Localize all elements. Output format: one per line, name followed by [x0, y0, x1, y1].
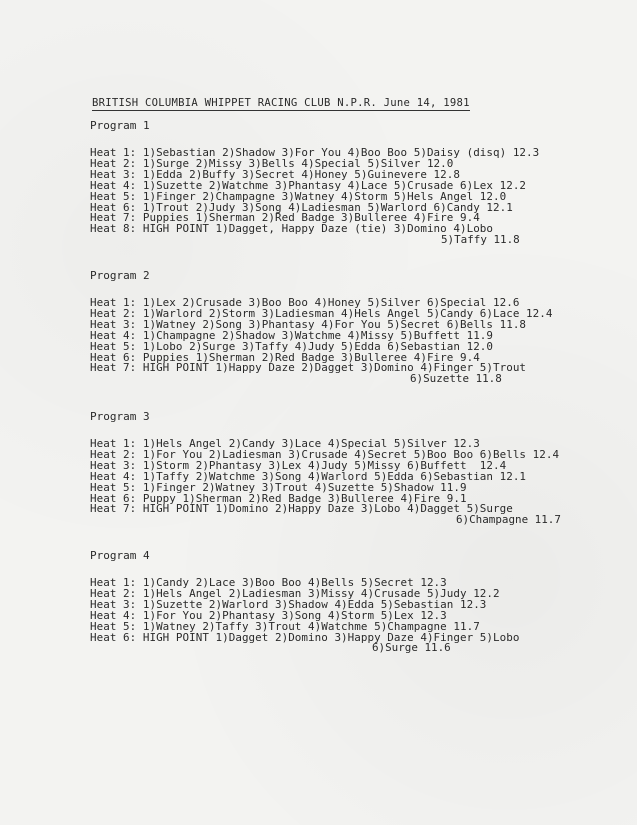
- heat-result-line: Heat 3: 1)Watney 2)Song 3)Phantasy 4)For You 5)Secret 6)Bells 11.8: [90, 317, 527, 331]
- heat-result-line: Heat 3: 1)Edda 2)Buffy 3)Secret 4)Honey 5)Guinevere 12.8: [90, 167, 460, 181]
- heat-result-line: Heat 7: HIGH POINT 1)Happy Daze 2)Dagget 3)Domino 4)Finger 5)Trout: [90, 361, 527, 375]
- heat-continuation-line: 6)Suzette 11.8: [410, 372, 502, 386]
- heat-continuation-line: 6)Surge 11.6: [372, 641, 451, 655]
- heat-result-line: Heat 2: 1)Surge 2)Missy 3)Bells 4)Special 5)Silver 12.0: [90, 156, 454, 170]
- heat-result-line: Heat 4: 1)Champagne 2)Shadow 3)Watchme 4)Missy 5)Buffett 11.9: [90, 328, 494, 342]
- heat-result-line: Heat 2: 1)For You 2)Ladiesman 3)Crusade 4)Secret 5)Boo Boo 6)Bells 12.4: [90, 447, 560, 461]
- heat-result-line: Heat 2: 1)Hels Angel 2)Ladiesman 3)Missy 4)Crusade 5)Judy 12.2: [90, 586, 500, 600]
- heat-result-line: Heat 6: Puppies 1)Sherman 2)Red Badge 3)Bulleree 4)Fire 9.4: [90, 350, 480, 364]
- heat-result-line: Heat 6: HIGH POINT 1)Dagget 2)Domino 3)Happy Daze 4)Finger 5)Lobo: [90, 630, 520, 644]
- heat-result-line: Heat 4: 1)Taffy 2)Watchme 3)Song 4)Warlord 5)Edda 6)Sebastian 12.1: [90, 469, 527, 483]
- heat-result-line: Heat 8: HIGH POINT 1)Dagget, Happy Daze (tie) 3)Domino 4)Lobo: [90, 222, 494, 236]
- program-2-section: [90, 270, 635, 385]
- heat-result-line: Heat 7: HIGH POINT 1)Domino 2)Happy Daze 3)Lobo 4)Dagget 5)Surge: [90, 502, 513, 516]
- heat-result-line: Heat 5: 1)Watney 2)Taffy 3)Trout 4)Watchme 5)Champagne 11.7: [90, 619, 480, 633]
- heat-result-line: Heat 4: 1)Suzette 2)Watchme 3)Phantasy 4)Lace 5)Crusade 6)Lex 12.2: [90, 178, 527, 192]
- heat-result-line: Heat 5: 1)Lobo 2)Surge 3)Taffy 4)Judy 5)Edda 6)Sebastian 12.0: [90, 339, 494, 353]
- heat-result-line: Heat 3: 1)Suzette 2)Warlord 3)Shadow 4)Edda 5)Sebastian 12.3: [90, 597, 487, 611]
- program-label: Program 2: [90, 269, 150, 282]
- heat-continuation-line: 5)Taffy 11.8: [441, 233, 520, 247]
- heat-result-line: Heat 7: Puppies 1)Sherman 2)Red Badge 3)Bulleree 4)Fire 9.4: [90, 211, 480, 225]
- heat-result-line: Heat 6: 1)Trout 2)Judy 3)Song 4)Ladiesman 5)Warlord 6)Candy 12.1: [90, 200, 513, 214]
- program-label: Program 1: [90, 119, 150, 132]
- heat-result-line: Heat 3: 1)Storm 2)Phantasy 3)Lex 4)Judy 5)Missy 6)Buffett 12.4: [90, 458, 507, 472]
- heat-result-line: Heat 1: 1)Hels Angel 2)Candy 3)Lace 4)Special 5)Silver 12.3: [90, 437, 480, 450]
- program-1-section: [90, 120, 635, 246]
- heat-result-line: Heat 1: 1)Sebastian 2)Shadow 3)For You 4)Boo Boo 5)Daisy (disq) 12.3: [90, 146, 540, 159]
- heat-result-line: Heat 1: 1)Candy 2)Lace 3)Boo Boo 4)Bells 5)Secret 12.3: [90, 576, 447, 589]
- heat-result-line: Heat 4: 1)For You 2)Phantasy 3)Song 4)Storm 5)Lex 12.3: [90, 608, 447, 622]
- document-title: BRITISH COLUMBIA WHIPPET RACING CLUB N.P.R. June 14, 1981: [92, 97, 470, 109]
- program-3-section: [90, 411, 635, 526]
- heat-continuation-line: 6)Champagne 11.7: [456, 513, 561, 527]
- heat-result-line: Heat 2: 1)Warlord 2)Storm 3)Ladiesman 4)Hels Angel 5)Candy 6)Lace 12.4: [90, 306, 553, 320]
- program-label: Program 3: [90, 410, 150, 423]
- heat-result-line: Heat 1: 1)Lex 2)Crusade 3)Boo Boo 4)Honey 5)Silver 6)Special 12.6: [90, 296, 520, 309]
- program-label: Program 4: [90, 549, 150, 562]
- heat-result-line: Heat 5: 1)Finger 2)Watney 3)Trout 4)Suzette 5)Shadow 11.9: [90, 480, 467, 494]
- heat-result-line: Heat 6: Puppy 1)Sherman 2)Red Badge 3)Bulleree 4)Fire 9.1: [90, 491, 467, 505]
- heat-result-line: Heat 5: 1)Finger 2)Champagne 3)Watney 4)Storm 5)Hels Angel 12.0: [90, 189, 507, 203]
- program-4-section: [90, 550, 635, 654]
